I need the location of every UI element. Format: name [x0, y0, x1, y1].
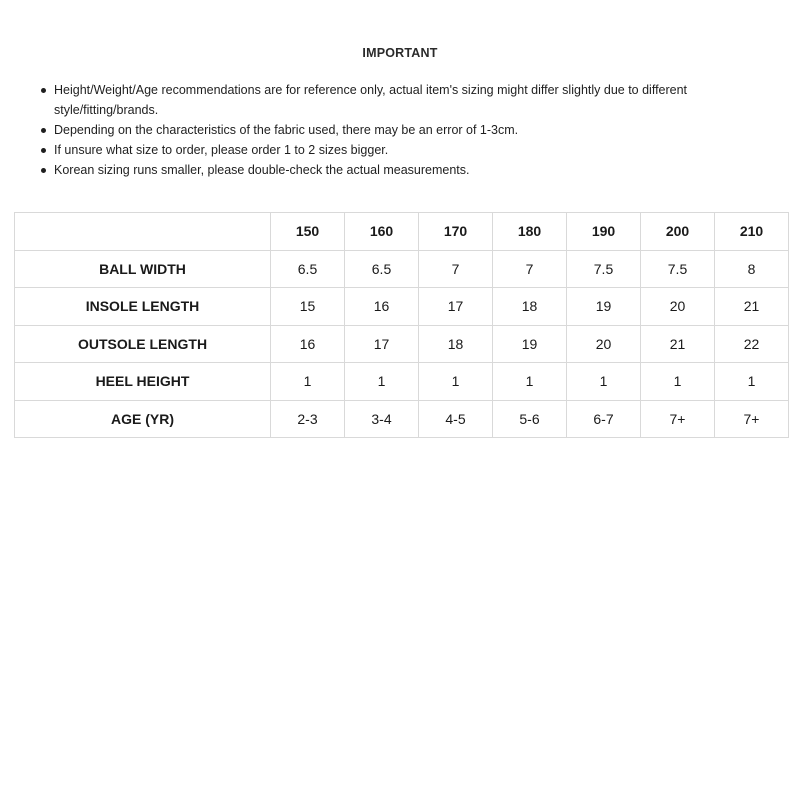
table-cell: 1	[271, 363, 345, 401]
header-cell-size: 160	[345, 213, 419, 251]
table-cell: 21	[641, 325, 715, 363]
table-cell: 8	[715, 250, 789, 288]
table-row-insole-length	[15, 288, 789, 326]
header-cell-size: 190	[567, 213, 641, 251]
table-cell: 1	[715, 363, 789, 401]
table-cell: 17	[419, 288, 493, 326]
table-row-age	[15, 400, 789, 438]
important-notice	[0, 44, 800, 177]
row-label: AGE (YR)	[15, 400, 271, 438]
table-cell: 2-3	[271, 400, 345, 438]
table-cell: 15	[271, 288, 345, 326]
notice-item: If unsure what size to order, please order 1 to 2 sizes bigger.	[40, 140, 760, 160]
table-cell: 22	[715, 325, 789, 363]
table-cell: 16	[271, 325, 345, 363]
table-cell: 7	[493, 250, 567, 288]
table-cell: 6-7	[567, 400, 641, 438]
table-cell: 1	[641, 363, 715, 401]
table-cell: 7.5	[567, 250, 641, 288]
header-cell-size: 150	[271, 213, 345, 251]
row-label: HEEL HEIGHT	[15, 363, 271, 401]
table-cell: 21	[715, 288, 789, 326]
table-cell: 5-6	[493, 400, 567, 438]
header-cell-size: 210	[715, 213, 789, 251]
table-row-ball-width	[15, 250, 789, 288]
table-cell: 7+	[715, 400, 789, 438]
row-label: INSOLE LENGTH	[15, 288, 271, 326]
table-cell: 20	[567, 325, 641, 363]
table-cell: 7.5	[641, 250, 715, 288]
notice-item: Korean sizing runs smaller, please double-check the actual measurements.	[40, 160, 760, 180]
table-cell: 17	[345, 325, 419, 363]
table-row-outsole-length	[15, 325, 789, 363]
size-chart-table	[14, 212, 789, 438]
header-cell-size: 200	[641, 213, 715, 251]
table-cell: 1	[567, 363, 641, 401]
header-cell-empty	[15, 213, 271, 251]
row-label: BALL WIDTH	[15, 250, 271, 288]
table-cell: 4-5	[419, 400, 493, 438]
notice-item: Height/Weight/Age recommendations are for reference only, actual item's sizing might differ slightly due to different style/fitting/brands.	[40, 80, 760, 120]
table-cell: 18	[493, 288, 567, 326]
table-cell: 6.5	[345, 250, 419, 288]
notice-title: IMPORTANT	[362, 46, 438, 60]
table-row-heel-height	[15, 363, 789, 401]
table-cell: 16	[345, 288, 419, 326]
table-cell: 1	[493, 363, 567, 401]
header-cell-size: 180	[493, 213, 567, 251]
table-cell: 7+	[641, 400, 715, 438]
notice-item: Depending on the characteristics of the fabric used, there may be an error of 1-3cm.	[40, 120, 760, 140]
header-cell-size: 170	[419, 213, 493, 251]
table-cell: 7	[419, 250, 493, 288]
table-cell: 1	[419, 363, 493, 401]
table-cell: 19	[567, 288, 641, 326]
notice-list	[40, 80, 760, 180]
row-label: OUTSOLE LENGTH	[15, 325, 271, 363]
table-cell: 20	[641, 288, 715, 326]
table-cell: 1	[345, 363, 419, 401]
table-header-row	[15, 213, 789, 251]
table-cell: 3-4	[345, 400, 419, 438]
table-cell: 19	[493, 325, 567, 363]
table-cell: 6.5	[271, 250, 345, 288]
table-cell: 18	[419, 325, 493, 363]
